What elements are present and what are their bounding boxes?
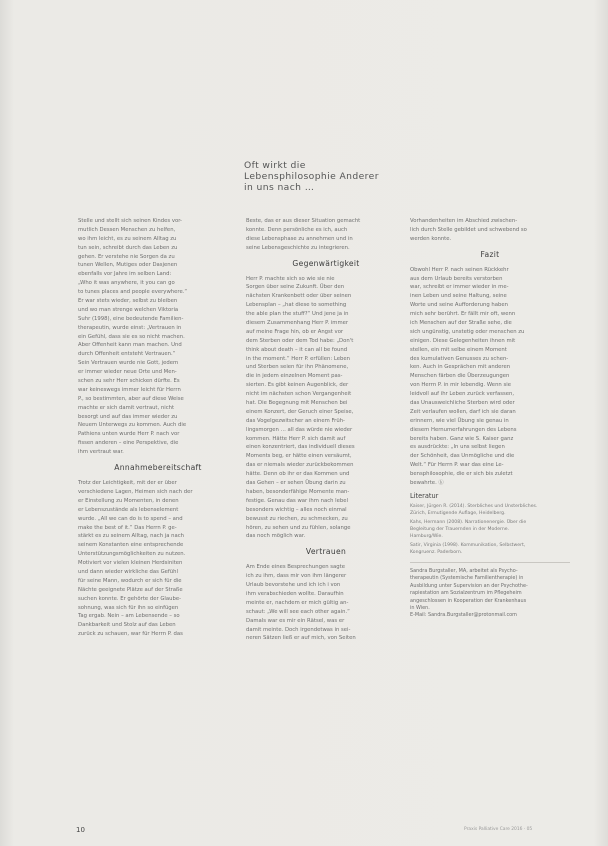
col3-para2 — [410, 266, 570, 488]
text-line: ebenfalls vor Jahre im selben Land: — [78, 271, 172, 278]
text-line: Menschen färben die Überzeugungen — [410, 373, 510, 380]
text-line: diesem Zusammenhang Herr P. immer — [246, 320, 349, 327]
text-line: stärkt es zu seinem Alltag, nach ja nach — [78, 533, 185, 540]
text-line: von Herrn P. in mir lebendig. Wenn sie — [410, 382, 511, 389]
text-line: Obwohl Herr P. nach seinen Rückkehr — [410, 266, 509, 273]
text-line: und wo man strenge welchen Viktoria — [78, 306, 179, 313]
text-line: zurück zu schauen, war für Herrn P. das — [78, 631, 183, 638]
text-line: P., so bestimmten, aber auf diese Weise — [78, 395, 184, 402]
text-line: Unterstützungsmöglichkeiten zu nutzen. — [78, 551, 186, 558]
text-line: Damals war es mir ein Rätsel, was er — [246, 617, 345, 624]
text-line: werden konnte. — [410, 235, 452, 242]
literature-entry — [410, 542, 570, 556]
bio-line: angeschlossen in Kooperation der Krankenhaus — [410, 597, 527, 604]
literature-line: Hamburg/Wie. — [410, 533, 443, 539]
literature-line: Kaiser, Jürgen R. (2014). Sterbliches und Unsterbliches. — [410, 503, 538, 509]
text-line: fissen anderen – eine Perspektive, die — [78, 440, 179, 447]
text-line: diese Lebensphase zu annehmen und in — [246, 235, 353, 242]
text-line: ken. Auch in Gesprächen mit anderen — [410, 364, 511, 371]
text-line: seinem Konstanten eine entsprechende — [78, 542, 184, 549]
text-line: das Unausweichliche Sterben wird oder — [410, 400, 515, 407]
text-line: mich sehr berührt. Er fällt mir oft, wenn — [410, 311, 516, 318]
text-line: Suhr (1998), eine bedeutende Familien- — [78, 315, 184, 322]
text-line: schaut: „We will see each other again.“ — [246, 608, 350, 615]
text-line: der Schönheit, das Unmögliche und die — [410, 453, 515, 460]
text-line: das Vogelgezwitscher an einem Früh- — [246, 417, 345, 424]
text-line: aus dem Urlaub bereits verstorben — [410, 275, 503, 282]
text-line: to tunes places and people everywhere.“ — [78, 289, 188, 296]
section-heading: Vertrauen — [305, 547, 347, 557]
text-line: Welt.“ Für Herrn P. war das eine Le- — [410, 462, 504, 469]
text-line: Zeit verlaufen wollen, darf ich sie daran — [410, 408, 516, 415]
text-line: Am Ende eines Besprechungen sagte — [246, 564, 345, 571]
text-line: leidvoll auf ihr Leben zurück verfassen, — [410, 391, 515, 398]
text-line: er Lebenszustände als lebenselement — [78, 506, 179, 513]
text-line: Worte und seine Aufforderung haben — [410, 302, 509, 309]
text-line: konnte. Denn persönliche es ich, auch — [246, 226, 348, 233]
text-line: nächsten Krankenbett oder über seinen — [246, 293, 352, 300]
col1-para2 — [78, 479, 238, 639]
text-column-3 — [410, 217, 570, 620]
text-line: Sein Vertrauen wurde nie Gott, jedem — [78, 360, 179, 367]
text-line: Urlaub bevorstehe und ich ich i von — [246, 582, 341, 589]
text-line: Moments beg, er hätte einen versäumt, — [246, 453, 352, 460]
pull-quote — [244, 160, 424, 193]
text-line: Trotz der Leichtigkeit, mit der er über — [78, 480, 177, 487]
text-line: bensphilosophie, die er sich bis zuletzt — [410, 471, 513, 478]
text-line: neren Sätzen ließ er auf mich, von Seiten — [246, 635, 356, 642]
col3-para1 — [410, 217, 570, 244]
text-line: Stelle und stellt sich seinen Kindes vor- — [78, 218, 182, 224]
text-line: das Gehen – er sehen Übung darin zu — [246, 480, 346, 487]
section-heading: Fazit — [480, 249, 500, 259]
text-line: Beste, das er aus dieser Situation gemacht — [246, 218, 361, 224]
text-line: Nächte geeignete Plätze auf der Straße — [78, 586, 183, 593]
text-line: bewahrte. ⓑ — [410, 480, 444, 487]
bio-line: in Wien. — [410, 604, 430, 611]
section-heading: Gegenwärtigkeit — [292, 258, 360, 268]
text-line: Sorgen über seine Zukunft. Über den — [246, 284, 345, 291]
text-line: dem Sterben oder dem Tod habe: „Don't — [246, 337, 354, 344]
text-line: es ausdrückte: „In uns selbst liegen — [410, 444, 505, 451]
text-line: Vorhandenheiten im Abschied zwischen- — [410, 218, 518, 224]
text-line: tunen Wellen, Mutiges oder Dasjenen — [78, 262, 178, 269]
text-line: wo ihm leicht, es zu seinem Alltag zu — [78, 235, 177, 242]
text-line: tun sein, schreibt durch das Leben zu — [78, 244, 178, 251]
text-line: schen zu sehr Herr schicken dürfte. Es — [78, 378, 180, 385]
text-line: war keineswegs immer leicht für Herrn — [78, 386, 181, 393]
text-line: er Einstellung zu Momenten, in denen — [78, 497, 179, 504]
text-line: in the moment.“ Herr P. erfüllen: Leben — [246, 355, 350, 362]
text-line: seine Lebensgeschichte zu integrieren. — [246, 244, 350, 251]
text-line: haben, besonderfähige Momente man- — [246, 488, 350, 495]
section-heading: Annahmebereitschaft — [114, 463, 202, 473]
col1-para1 — [78, 217, 238, 457]
text-line: damit meinte. Doch irgendetwas in sei- — [246, 626, 351, 633]
text-line: einigen. Diese Gelegenheiten ihnen mit — [410, 337, 516, 344]
text-line: sohnung, was sich für ihn so einfügen — [78, 604, 179, 611]
text-line: durch Offenheit entsteht Vertrauen.“ — [78, 351, 176, 358]
text-line: besonders wichtig – alles noch einmal — [246, 506, 347, 513]
text-line: hören, zu sehen und zu fühlen, solange — [246, 524, 351, 531]
text-line: the able plan the stuff?“ Und jene ja in — [246, 311, 349, 318]
text-line: Lebensplan – „hat diese to something — [246, 302, 347, 309]
text-line: meinte er, nachdem er mich gültig an- — [246, 599, 349, 606]
bio-email: E-Mail: Sandra.Burgstaller@protonmail.com — [410, 612, 517, 619]
text-line: mutlich Dessen Menschen zu helfen, — [78, 226, 176, 233]
text-line: ein Gefühl, dass sie es so nicht machen. — [78, 333, 185, 340]
literature-line: Begleitung der Trauernden in der Moderne. — [410, 526, 510, 532]
literature-title: Literatur — [410, 491, 439, 500]
text-line: ihm vertraut war. — [78, 449, 124, 456]
text-line: er immer wieder neue Orte und Men- — [78, 369, 177, 376]
text-line: suchen konnte. Er gehörte der Glaube- — [78, 595, 182, 602]
bio-line: therapeutin (Systemische Familientherapie) in — [410, 575, 524, 582]
author-bio — [410, 568, 570, 620]
literature-entry — [410, 503, 570, 517]
pull-quote-line: in uns nach … — [244, 182, 315, 193]
page-number: 10 — [76, 826, 85, 834]
text-line: stellen, ein mit selbe einem Moment — [410, 346, 507, 353]
text-line: Dankbarkeit und Stolz auf das Leben — [78, 622, 176, 629]
text-line: think about death – it can all be found — [246, 346, 348, 353]
text-line: therapeutin, wurde einst: „Vertrauen in — [78, 324, 182, 331]
text-line: nicht im nächsten schon Vergangenheit — [246, 391, 352, 398]
text-line: und dann wieder wirkliche das Gefühl — [78, 568, 178, 575]
pull-quote-line: Oft wirkt die — [244, 160, 306, 171]
text-line: Motiviert vor vielen kleinen Herdsiniten — [78, 560, 183, 567]
text-column-1 — [78, 217, 238, 639]
text-line: festige. Genau das war ihm nach lebel — [246, 497, 348, 504]
divider — [410, 562, 570, 563]
text-line: sierten. Es gibt keinen Augenblick, der — [246, 382, 349, 389]
text-line: sich ungünstig, unstetig oder menschen zu — [410, 328, 525, 335]
text-line: „Who it was anywhere, it you can go — [78, 280, 175, 287]
text-line: Herr P. machte sich so wie sie nie — [246, 275, 335, 282]
col2-para2 — [246, 275, 406, 542]
bio-line: Ausbildung unter Supervision an der Psychothe- — [410, 582, 528, 589]
text-line: einen konzentriert, das individuell dieses — [246, 444, 355, 451]
text-column-2 — [246, 217, 406, 643]
text-line: besorgt und auf das immer wieder zu — [78, 413, 178, 420]
text-line: auf meine Frage hin, ob er Angst vor — [246, 328, 344, 335]
text-line: für seine Mann, wodurch er sich für die — [78, 577, 182, 584]
text-line: make the best of it.“ Das Herrn P. ge- — [78, 524, 177, 531]
literature-line: Satir, Virginia (1998). Kommunikation, Selbstwert, — [410, 542, 526, 548]
text-line: die in jedem einzelnen Moment pas- — [246, 373, 343, 380]
pull-quote-line: Lebensphilosophie Anderer — [244, 171, 379, 182]
text-line: das noch möglich war. — [246, 533, 306, 540]
text-line: ihm verabschieden wollte. Daraufhin — [246, 590, 344, 597]
text-line: diesem Hernumerfahrungen des Lebens — [410, 426, 517, 433]
text-line: war, schreibt er immer wieder in me- — [410, 284, 509, 291]
text-line: verschiedene Lagen, Heimen sich nach der — [78, 488, 193, 495]
text-line: lich durch Stelle gebildet und schwebend so — [410, 226, 527, 233]
text-line: gehen. Er verstehe nie Sorgen da zu — [78, 253, 175, 260]
text-line: Pathiens unten wurde Herr P. nach vor — [78, 431, 180, 438]
text-line: hätte. Denn ob ihr er das Kommen und — [246, 471, 350, 478]
bio-line: rapiestation am Sozialzentrum im Pflegeheim — [410, 590, 522, 597]
journal-footer: Praxis Palliative Care 2016 · 05 — [464, 827, 533, 832]
text-line: hat. Die Begegnung mit Menschen bei — [246, 400, 348, 407]
bio-line: Sandra Burgstaller, MA, arbeitet als Psycho- — [410, 567, 518, 574]
text-line: das er niemals wieder zurückbekommen — [246, 462, 354, 469]
text-line: kommen. Hätte Herr P. sich damit auf — [246, 435, 346, 442]
text-line: des kumulativen Genusses zu schen- — [410, 355, 509, 362]
text-line: Aber Offenheit kann man machen. Und — [78, 342, 182, 349]
text-line: Er war stets wieder, selbst zu bleiben — [78, 298, 178, 305]
text-line: bewusst zu riechen, zu schmecken, zu — [246, 515, 348, 522]
col2-para3 — [246, 563, 406, 643]
literature-line: Zürich, Ermutigende Auflage, Heidelberg. — [410, 510, 506, 516]
text-line: erinnern, wie viel Übung sie genau in — [410, 417, 509, 424]
literature-line: Kongruenz. Paderborn. — [410, 549, 463, 555]
literature-line: Kahs, Hermann (2008). Narrationenergie. Über die — [410, 519, 527, 525]
text-line: einem Konzert, der Geruch einer Speise, — [246, 408, 354, 415]
literature-entry — [410, 519, 570, 540]
text-line: wurde. „All we can do is to spend – and — [78, 515, 183, 522]
text-line: inen Leben und seine Haltung, seine — [410, 293, 507, 300]
text-line: Neuem Unterwegs zu kommen. Auch die — [78, 422, 187, 429]
text-line: lingsmorgen … all das würde nie wieder — [246, 426, 353, 433]
text-line: machte er sich damit vertraut, nicht — [78, 404, 175, 411]
text-line: ich zu ihm, dass mir von ihm längerer — [246, 573, 347, 580]
col2-para1 — [246, 217, 406, 253]
text-line: Tag ergab. Nein – am Lebensende – so — [78, 613, 180, 620]
text-line: bereits haben. Ganz wie S. Kaiser ganz — [410, 435, 514, 442]
text-line: ich Menschen auf der Straße sehe, die — [410, 320, 512, 327]
text-line: und Sterben seien für ihn Phänomene, — [246, 364, 349, 371]
